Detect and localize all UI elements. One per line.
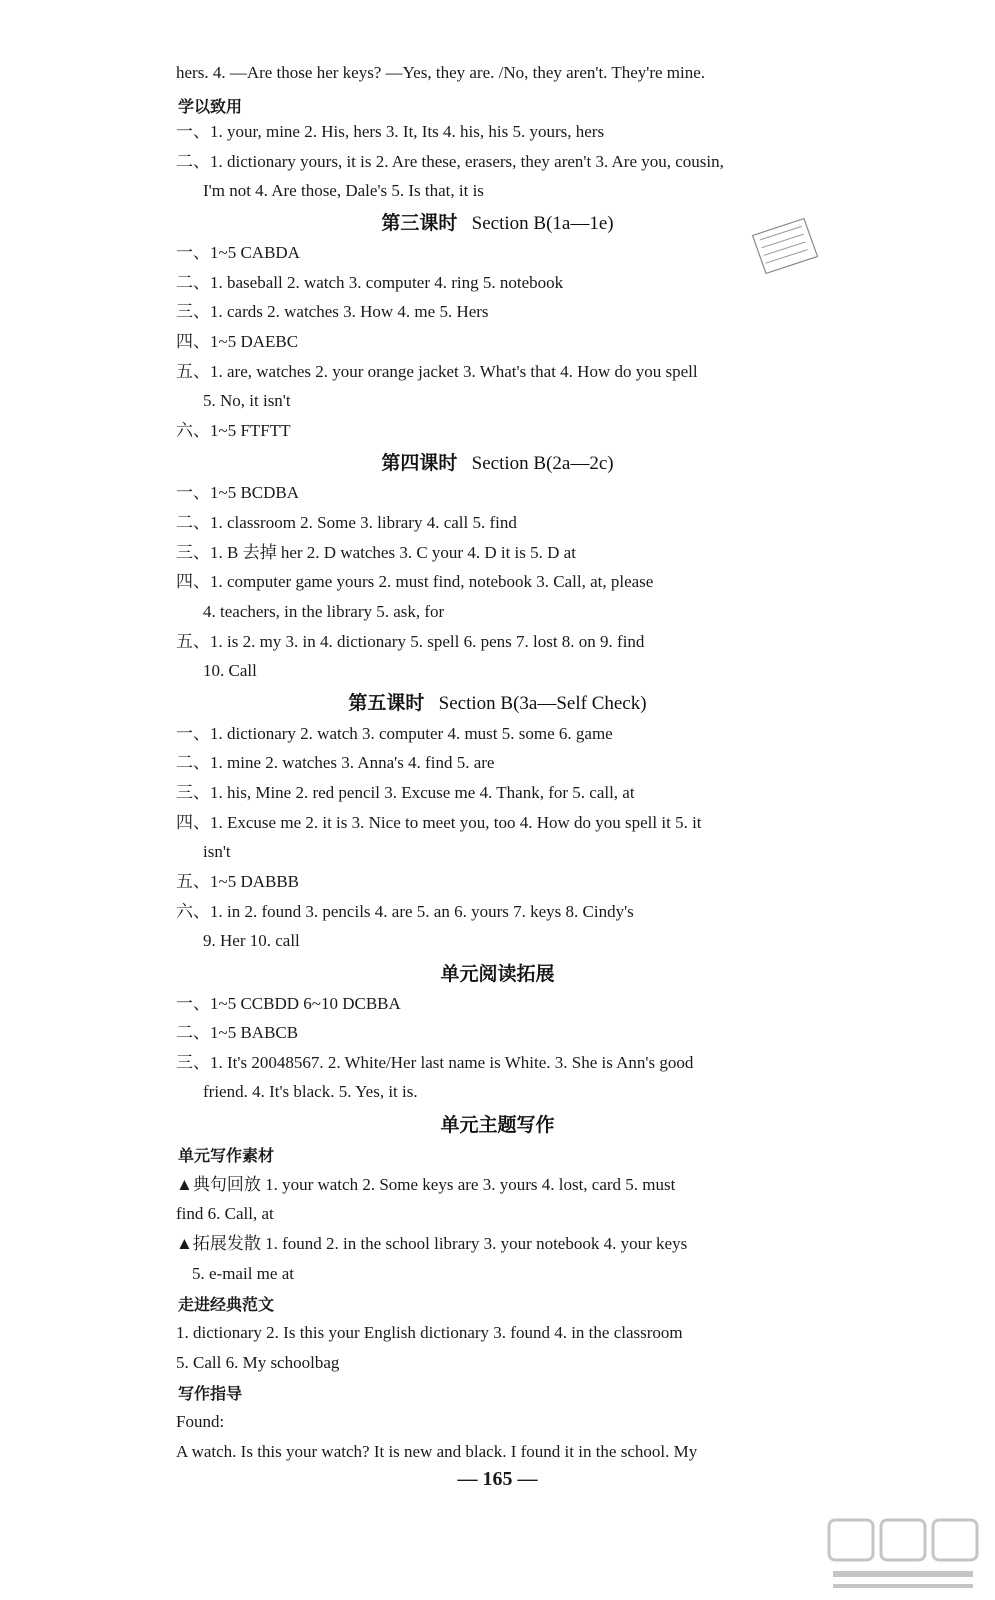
answer-line: 三、1. It's 20048567. 2. White/Her last name is White. 3. She is Ann's good [176,1053,694,1072]
answer-line: 二、1. mine 2. watches 3. Anna's 4. find 5. are [176,753,495,772]
answer-line: 六、1. in 2. found 3. pencils 4. are 5. an 6. yours 7. keys 8. Cindy's [176,902,634,921]
answer-line: 4. teachers, in the library 5. ask, for [203,602,445,621]
answer-line: 四、1. computer game yours 2. must find, notebook 3. Call, at, please [176,572,654,591]
answer-line: A watch. Is this your watch? It is new and black. I found it in the school. My [176,1442,698,1461]
answer-line: 三、1. cards 2. watches 3. How 4. me 5. Hers [176,302,489,321]
answer-line: isn't [203,842,231,861]
answer-line: 二、1. baseball 2. watch 3. computer 4. ring 5. notebook [176,273,564,292]
lesson-title: 第四课时 Section B(2a—2c) [381,452,614,474]
answer-line: 1. dictionary 2. Is this your English dictionary 3. found 4. in the classroom [176,1323,683,1342]
answer-line: 二、1. dictionary yours, it is 2. Are these, erasers, they aren't 3. Are you, cousin, [176,152,724,171]
answer-line: ▲拓展发散 1. found 2. in the school library 3. your notebook 4. your keys [176,1234,688,1253]
lesson-title: 第五课时 Section B(3a—Self Check) [348,692,647,714]
answer-line: 三、1. B 去掉 her 2. D watches 3. C your 4. D it is 5. D at [176,543,576,562]
answer-line: 10. Call [203,661,257,680]
answer-line: 5. e-mail me at [192,1264,294,1283]
page-number: — 165 — [457,1468,538,1490]
section-header-model-essay: 走进经典范文 [178,1295,275,1314]
answer-line: 二、1~5 BABCB [176,1023,299,1042]
section-title-writing: 单元主题写作 [440,1114,555,1136]
lesson-title: 第三课时 Section B(1a—1e) [381,212,614,234]
section-header-writing-material: 单元写作素材 [178,1146,275,1165]
answer-line: Found: [176,1412,225,1431]
answer-line: 五、1. is 2. my 3. in 4. dictionary 5. spell 6. pens 7. lost 8. on 9. find [176,632,645,651]
answer-line: 9. Her 10. call [203,931,300,950]
answer-line: find 6. Call, at [176,1204,274,1223]
answer-line: 六、1~5 FTFTT [176,421,291,440]
answer-line: 一、1. your, mine 2. His, hers 3. It, Its 4. his, his 5. yours, hers [176,122,605,141]
answer-line: hers. 4. —Are those her keys? —Yes, they are. /No, they aren't. They're mine. [176,63,706,82]
watermark-logo-icon [823,1514,983,1592]
answer-line: 一、1~5 BCDBA [176,483,300,502]
answer-line: 5. No, it isn't [203,391,291,410]
answer-line: 四、1~5 DAEBC [176,332,299,351]
answer-line: ▲典句回放 1. your watch 2. Some keys are 3. yours 4. lost, card 5. must [176,1175,676,1194]
answer-line: 一、1. dictionary 2. watch 3. computer 4. must 5. some 6. game [176,724,613,743]
answer-line: I'm not 4. Are those, Dale's 5. Is that, it is [203,181,484,200]
answer-line: 四、1. Excuse me 2. it is 3. Nice to meet you, too 4. How do you spell it 5. it [176,813,702,832]
answer-line: 一、1~5 CCBDD 6~10 DCBBA [176,994,401,1013]
answer-line: friend. 4. It's black. 5. Yes, it is. [203,1082,418,1101]
answer-line: 5. Call 6. My schoolbag [176,1353,340,1372]
section-header-xueyizhiyong: 学以致用 [178,97,243,116]
answer-line: 一、1~5 CABDA [176,243,300,262]
section-header-writing-guide: 写作指导 [178,1384,243,1403]
answer-line: 二、1. classroom 2. Some 3. library 4. call 5. find [176,513,517,532]
answer-line: 三、1. his, Mine 2. red pencil 3. Excuse me 4. Thank, for 5. call, at [176,783,635,802]
answer-line: 五、1~5 DABBB [176,872,300,891]
answer-line: 五、1. are, watches 2. your orange jacket 3. What's that 4. How do you spell [176,362,698,381]
section-title-reading: 单元阅读拓展 [440,963,555,985]
